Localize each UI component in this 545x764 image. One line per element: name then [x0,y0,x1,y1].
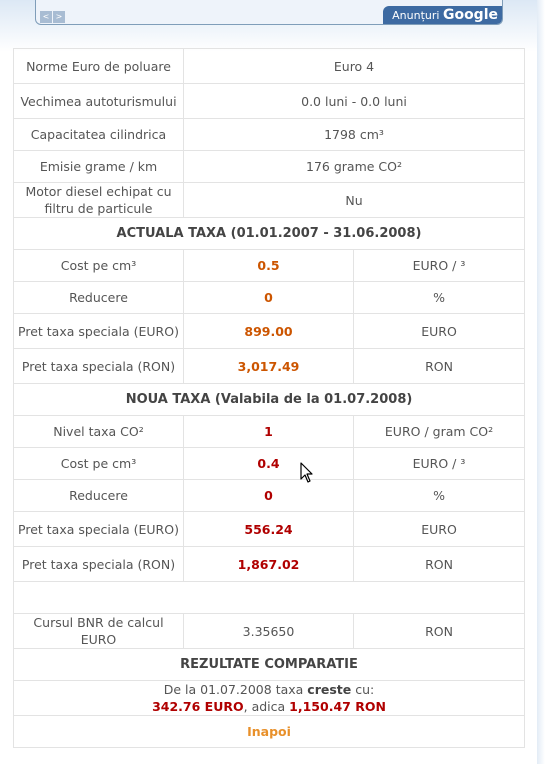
row-label: Pret taxa speciala (RON) [14,349,184,384]
comparison-prefix: De la 01.07.2008 taxa [163,682,304,697]
section-header-row [14,649,525,681]
row-label: Nivel taxa CO² [14,416,184,448]
row-unit: % [354,480,525,512]
comparison-word: creste [307,682,352,697]
row-unit: EURO / ³ [354,448,525,480]
section-header-row [14,384,525,416]
comparison-header: REZULTATE COMPARATIE [14,649,525,681]
row-value: 0 [184,480,354,512]
table-row [14,614,525,649]
row-label: Pret taxa speciala (RON) [14,547,184,582]
table-row [14,151,525,183]
table-row [14,314,525,349]
row-label: Pret taxa speciala (EURO) [14,314,184,349]
table-row [14,282,525,314]
row-unit: RON [354,547,525,582]
tax-calculation-table [13,48,525,748]
row-value: 176 grame CO² [184,151,525,183]
comparison-row [14,681,525,716]
row-value: Euro 4 [184,49,525,84]
row-label: Reducere [14,480,184,512]
row-label: Emisie grame / km [14,151,184,183]
ad-text[interactable] [40,0,200,1]
ad-prev-icon[interactable]: < [40,11,52,23]
row-value: 3.35650 [184,614,354,649]
row-label: Cursul BNR de calcul EURO [14,614,184,649]
table-row [14,119,525,151]
row-unit: RON [354,349,525,384]
row-value: 556.24 [184,512,354,547]
row-value: 1798 cm³ [184,119,525,151]
row-unit: EURO / gram CO² [354,416,525,448]
row-label: Vechimea autoturismului [14,84,184,119]
row-unit: EURO [354,314,525,349]
ad-text-left[interactable] [40,0,200,1]
back-cell [14,716,525,748]
empty-cell [14,582,525,614]
table-row [14,84,525,119]
row-unit: RON [354,614,525,649]
row-label: Pret taxa speciala (EURO) [14,512,184,547]
row-label: Cost pe cm³ [14,448,184,480]
ad-navigation [40,7,66,20]
comparison-suffix: cu: [355,682,375,697]
diff-euro: 342.76 EURO [152,699,244,714]
back-link[interactable]: Inapoi [247,724,291,739]
row-value: 899.00 [184,314,354,349]
page-right-edge [537,0,545,764]
row-value: 0 [184,282,354,314]
table-row [14,183,525,218]
row-unit: EURO [354,512,525,547]
row-value: 0.5 [184,250,354,282]
row-unit: EURO / ³ [354,250,525,282]
row-value: 0.0 luni - 0.0 luni [184,84,525,119]
row-label: Motor diesel echipat cu filtru de particule [14,183,184,218]
ad-banner[interactable] [35,0,503,25]
section-header-row [14,218,525,250]
row-label: Cost pe cm³ [14,250,184,282]
empty-row [14,582,525,614]
row-value: Nu [184,183,525,218]
comparison-result [14,681,525,716]
ad-text-right[interactable] [272,0,293,1]
ad-next-icon[interactable]: > [53,11,65,23]
row-unit: % [354,282,525,314]
table-row [14,448,525,480]
mouse-cursor-icon [300,462,314,484]
table-row [14,349,525,384]
row-label: Capacitatea cilindrica [14,119,184,151]
ads-label-text[interactable]: Anunțuri [392,9,440,22]
actual-tax-header: ACTUALA TAXA (01.01.2007 - 31.06.2008) [14,218,525,250]
google-ads-label[interactable] [383,6,503,25]
row-value: 1,867.02 [184,547,354,582]
row-value: 1 [184,416,354,448]
table-row [14,480,525,512]
diff-ron: 1,150.47 RON [289,699,386,714]
row-value: 0.4 [184,448,354,480]
row-label: Reducere [14,282,184,314]
new-tax-header: NOUA TAXA (Valabila de la 01.07.2008) [14,384,525,416]
row-label: Norme Euro de poluare [14,49,184,84]
row-value: 3,017.49 [184,349,354,384]
back-row [14,716,525,748]
table-row [14,512,525,547]
table-row [14,416,525,448]
table-row [14,547,525,582]
google-logo[interactable]: Google [442,7,498,23]
table-row [14,250,525,282]
adica-text: , adica [243,699,286,714]
table-row [14,49,525,84]
